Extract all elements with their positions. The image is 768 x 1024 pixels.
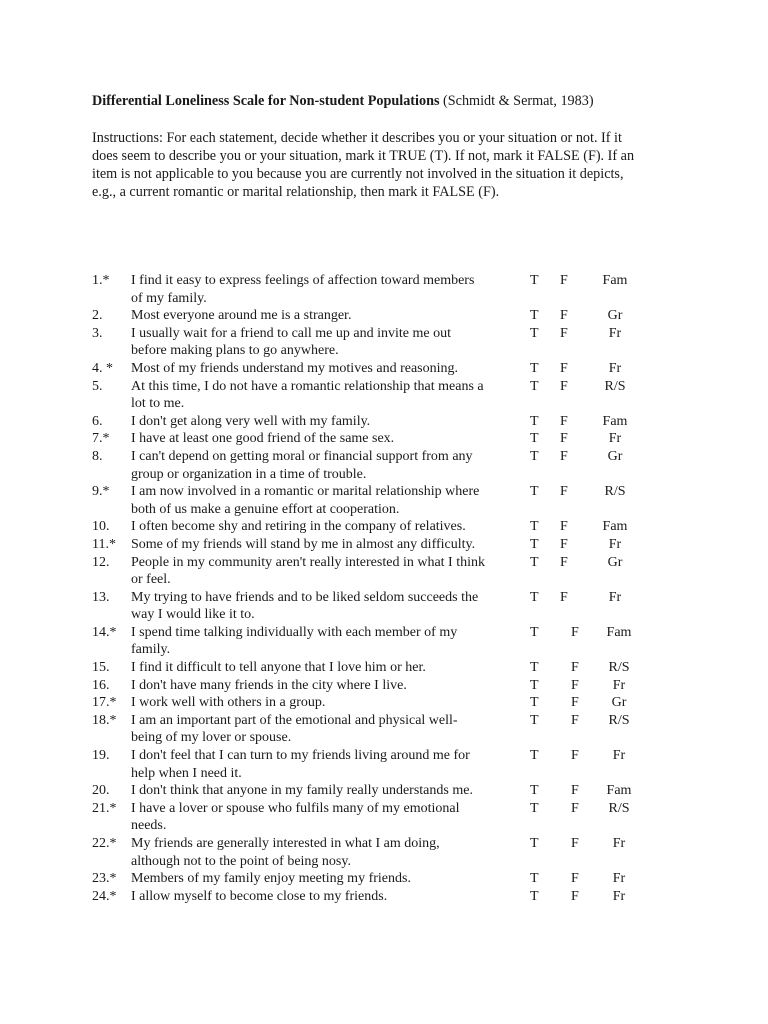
false-option: F	[560, 554, 568, 570]
item-statement-line: I allow myself to become close to my friends.	[131, 888, 388, 904]
instructions-line: item is not applicable to you because you are currently not involved in the situation it depicts,	[92, 166, 624, 182]
false-option: F	[560, 325, 568, 341]
false-option: F	[560, 413, 568, 429]
item-statement-line: People in my community aren't really interested in what I think	[131, 554, 485, 570]
item-statement-line: I don't think that anyone in my family really understands me.	[131, 783, 473, 799]
list-item	[0, 677, 768, 695]
list-item	[0, 325, 768, 360]
document-title: Differential Loneliness Scale for Non-student Populations	[92, 93, 440, 109]
item-statement-line: I don't feel that I can turn to my friends living around me for	[131, 748, 470, 764]
true-option: T	[530, 431, 539, 447]
item-statement-line: I work well with others in a group.	[131, 695, 326, 711]
false-option: F	[560, 519, 568, 535]
item-statement	[131, 413, 526, 431]
true-option: T	[530, 589, 539, 605]
item-statement	[131, 677, 526, 695]
item-category: Gr	[607, 448, 623, 464]
item-statement-line: I don't get along very well with my family.	[131, 413, 371, 429]
item-statement	[131, 694, 526, 712]
list-item	[0, 747, 768, 782]
item-statement-line: or feel.	[131, 572, 171, 588]
true-option: T	[530, 378, 539, 394]
item-category: Fam	[606, 624, 632, 640]
false-option: F	[571, 836, 579, 851]
item-statement-line: I have a lover or spouse who fulfils many of my emotional	[131, 800, 460, 816]
item-statement-line: My trying to have friends and to be liked seldom succeeds the	[131, 589, 479, 605]
item-number: 20.	[92, 783, 110, 799]
false-option: F	[560, 448, 568, 464]
item-number: 13.	[92, 589, 110, 605]
list-item	[0, 835, 768, 870]
list-item	[0, 624, 768, 659]
item-statement-line: I am now involved in a romantic or marital relationship where	[131, 484, 480, 500]
list-item	[0, 378, 768, 413]
item-statement	[131, 272, 526, 307]
true-option: T	[530, 677, 539, 693]
item-number: 15.	[92, 660, 110, 676]
item-category: Fr	[608, 431, 622, 447]
item-statement-line: although not to the point of being nosy.	[131, 853, 351, 869]
false-option: F	[571, 871, 579, 887]
true-option: T	[530, 871, 539, 887]
false-option: F	[560, 589, 568, 605]
item-category: R/S	[604, 378, 626, 394]
item-statement-line: group or organization in a time of trouble.	[131, 466, 367, 482]
true-option: T	[530, 448, 539, 464]
item-category: R/S	[608, 712, 630, 728]
item-number: 2.	[92, 308, 103, 324]
list-item	[0, 413, 768, 431]
item-number: 5.	[92, 378, 103, 394]
false-option: F	[571, 624, 579, 640]
true-option: T	[530, 624, 539, 640]
item-number: 11.*	[92, 536, 116, 552]
false-option: F	[571, 712, 579, 728]
item-number: 12.	[92, 554, 110, 570]
false-option: F	[560, 360, 568, 376]
list-item	[0, 536, 768, 554]
item-category: Gr	[607, 308, 623, 324]
list-item	[0, 800, 768, 835]
true-option: T	[530, 695, 539, 711]
true-option: T	[530, 783, 539, 799]
item-number: 14.*	[92, 624, 117, 640]
false-option: F	[571, 783, 579, 799]
item-statement	[131, 624, 526, 659]
item-statement-line: I find it easy to express feelings of affection toward members	[131, 273, 475, 288]
item-category: R/S	[608, 660, 630, 676]
true-option: T	[530, 536, 539, 552]
item-statement	[131, 483, 526, 518]
item-number: 22.*	[92, 836, 117, 851]
item-number: 7.*	[92, 431, 110, 447]
item-statement	[131, 448, 526, 483]
item-statement	[131, 589, 526, 624]
item-statement	[131, 800, 526, 835]
item-category: Fam	[602, 273, 628, 288]
item-category: Fr	[612, 888, 626, 904]
list-item	[0, 659, 768, 677]
item-statement-line: needs.	[131, 818, 167, 834]
false-option: F	[571, 800, 579, 816]
true-option: T	[530, 273, 539, 288]
list-item	[0, 870, 768, 888]
true-option: T	[530, 413, 539, 429]
true-option: T	[530, 888, 539, 904]
item-category: Fr	[608, 360, 622, 376]
item-number: 23.*	[92, 871, 117, 887]
item-category: Fr	[612, 677, 626, 693]
item-statement-line: Members of my family enjoy meeting my friends.	[131, 871, 411, 887]
item-statement	[131, 554, 526, 589]
item-number: 9.*	[92, 484, 110, 500]
list-item	[0, 430, 768, 448]
item-statement-line: way I would like it to.	[131, 607, 255, 623]
true-option: T	[530, 836, 539, 851]
item-statement	[131, 430, 526, 448]
list-item	[0, 782, 768, 800]
item-statement-line: I usually wait for a friend to call me up and invite me out	[131, 325, 451, 341]
item-statement-line: lot to me.	[131, 396, 185, 412]
item-statement-line: I have at least one good friend of the same sex.	[131, 431, 395, 447]
document-title-line	[92, 93, 594, 110]
item-category: Fr	[608, 325, 622, 341]
item-statement-line: family.	[131, 642, 171, 658]
item-category: Fam	[602, 413, 628, 429]
item-number: 19.	[92, 748, 110, 764]
true-option: T	[530, 800, 539, 816]
item-statement	[131, 870, 526, 888]
item-statement-line: both of us make a genuine effort at cooperation.	[131, 501, 400, 517]
item-statement	[131, 518, 526, 536]
item-category: Fam	[606, 783, 632, 799]
instructions-line: Instructions: For each statement, decide whether it describes you or your situation or not. If it	[92, 130, 622, 146]
item-statement	[131, 307, 526, 325]
item-number: 10.	[92, 519, 110, 535]
list-item	[0, 272, 768, 307]
item-statement-line: being of my lover or spouse.	[131, 730, 292, 746]
false-option: F	[571, 748, 579, 764]
list-item	[0, 589, 768, 624]
item-number: 6.	[92, 413, 103, 429]
item-statement	[131, 659, 526, 677]
item-statement-line: Most of my friends understand my motives and reasoning.	[131, 360, 459, 376]
false-option: F	[571, 695, 579, 711]
true-option: T	[530, 660, 539, 676]
false-option: F	[571, 677, 579, 693]
item-statement	[131, 360, 526, 378]
true-option: T	[530, 712, 539, 728]
item-statement-line: Some of my friends will stand by me in almost any difficulty.	[131, 536, 476, 552]
item-category: Gr	[607, 554, 623, 570]
list-item	[0, 712, 768, 747]
item-statement-line: I spend time talking individually with each member of my	[131, 624, 458, 640]
item-statement	[131, 378, 526, 413]
true-option: T	[530, 484, 539, 500]
item-category: Fr	[608, 589, 622, 605]
item-number: 21.*	[92, 800, 117, 816]
false-option: F	[560, 273, 568, 288]
list-item	[0, 360, 768, 378]
item-statement	[131, 888, 526, 906]
false-option: F	[560, 308, 568, 324]
item-number: 3.	[92, 325, 103, 341]
item-statement	[131, 712, 526, 747]
list-item	[0, 888, 768, 906]
item-number: 18.*	[92, 712, 117, 728]
item-statement	[131, 782, 526, 800]
item-statement-line: Most everyone around me is a stranger.	[131, 308, 352, 324]
item-number: 16.	[92, 677, 110, 693]
list-item	[0, 694, 768, 712]
item-category: Fr	[612, 871, 626, 887]
true-option: T	[530, 554, 539, 570]
item-statement-line: At this time, I do not have a romantic relationship that means a	[131, 378, 484, 394]
item-statement-line: My friends are generally interested in what I am doing,	[131, 836, 440, 851]
instructions-line: does seem to describe you or your situation, mark it TRUE (T). If not, mark it FALSE (F). If an	[92, 148, 635, 164]
item-category: Fam	[602, 519, 628, 535]
list-item	[0, 518, 768, 536]
item-number: 17.*	[92, 695, 117, 711]
list-item	[0, 483, 768, 518]
item-statement	[131, 747, 526, 782]
false-option: F	[560, 484, 568, 500]
item-category: Fr	[608, 536, 622, 552]
instructions-paragraph	[92, 129, 692, 201]
false-option: F	[571, 660, 579, 676]
true-option: T	[530, 519, 539, 535]
list-item	[0, 448, 768, 483]
item-statement-line: of my family.	[131, 290, 207, 306]
item-statement-line: I am an important part of the emotional and physical well-	[131, 712, 458, 728]
true-option: T	[530, 308, 539, 324]
item-category: R/S	[608, 800, 630, 816]
item-category: Gr	[611, 695, 627, 711]
item-list	[0, 272, 768, 905]
item-statement-line: I can't depend on getting moral or financial support from any	[131, 448, 473, 464]
true-option: T	[530, 325, 539, 341]
item-statement	[131, 835, 526, 870]
item-number: 4. *	[92, 360, 113, 376]
item-number: 24.*	[92, 888, 117, 904]
item-category: R/S	[604, 484, 626, 500]
item-category: Fr	[612, 748, 626, 764]
list-item	[0, 554, 768, 589]
instructions-line: e.g., a current romantic or marital relationship, then mark it FALSE (F).	[92, 184, 500, 200]
false-option: F	[560, 536, 568, 552]
true-option: T	[530, 360, 539, 376]
item-statement-line: help when I need it.	[131, 765, 242, 781]
item-statement-line: I often become shy and retiring in the company of relatives.	[131, 519, 466, 535]
false-option: F	[560, 431, 568, 447]
item-statement	[131, 536, 526, 554]
item-statement	[131, 325, 526, 360]
true-option: T	[530, 748, 539, 764]
item-statement-line: before making plans to go anywhere.	[131, 343, 339, 359]
document-citation: (Schmidt & Sermat, 1983)	[443, 93, 594, 109]
item-statement-line: I find it difficult to tell anyone that I love him or her.	[131, 660, 426, 676]
false-option: F	[571, 888, 579, 904]
item-statement-line: I don't have many friends in the city where I live.	[131, 677, 407, 693]
list-item	[0, 307, 768, 325]
item-category: Fr	[612, 836, 626, 851]
item-number: 1.*	[92, 273, 110, 288]
false-option: F	[560, 378, 568, 394]
item-number: 8.	[92, 448, 103, 464]
